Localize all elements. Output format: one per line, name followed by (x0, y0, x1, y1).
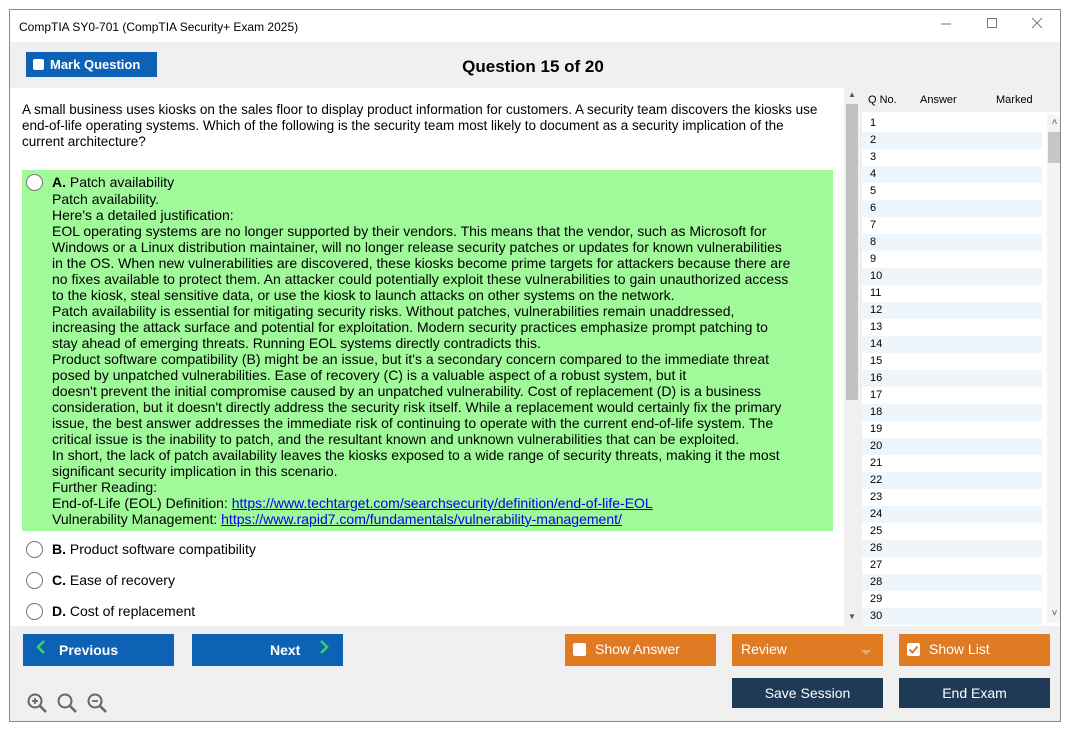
explanation-line: Further Reading: (52, 479, 158, 495)
question-number: 7 (870, 219, 877, 231)
option-c-label[interactable] (52, 572, 175, 588)
question-list-row[interactable] (862, 472, 1042, 489)
question-number: 17 (870, 389, 883, 401)
explanation-line: issue, the best answer addresses the immediate risk of continuing to operate with the current end-of-life system. The (52, 415, 774, 431)
window-title: CompTIA SY0-701 (CompTIA Security+ Exam 2025) (19, 20, 299, 34)
question-list-row[interactable] (862, 115, 1042, 132)
question-number: 19 (870, 423, 883, 435)
explanation-line: to the kiosk, steal sensitive data, or use the kiosk to launch attacks on other systems on the network. (52, 287, 675, 303)
question-list-row[interactable] (862, 200, 1042, 217)
question-number: 27 (870, 559, 883, 571)
scroll-down-arrow-icon[interactable]: ▼ (848, 612, 856, 621)
scroll-up-arrow-icon[interactable]: ▲ (848, 90, 856, 99)
option-d-label[interactable] (52, 603, 195, 619)
question-list-row[interactable] (862, 336, 1042, 353)
list-scroll-up-icon[interactable]: ˄ (1051, 117, 1058, 128)
close-icon[interactable] (1025, 15, 1049, 35)
chevron-left-icon (36, 640, 46, 658)
mark-question-button[interactable] (26, 52, 157, 77)
explanation-line: Here's a detailed justification: (52, 207, 234, 223)
minimize-icon[interactable] (934, 15, 958, 35)
col-answer-header: Answer (920, 94, 957, 106)
question-list-row[interactable] (862, 608, 1042, 625)
question-number: 12 (870, 304, 883, 316)
question-number: 29 (870, 593, 883, 605)
question-list-row[interactable] (862, 234, 1042, 251)
question-list-row[interactable] (862, 319, 1042, 336)
question-number: 20 (870, 440, 883, 452)
question-number: 30 (870, 610, 883, 622)
explanation-line: EOL operating systems are no longer supported by their vendors. This means that the vendor, such as Microsoft for (52, 223, 767, 239)
question-number: 14 (870, 338, 883, 350)
option-a-radio[interactable] (26, 174, 43, 191)
question-number: 22 (870, 474, 883, 486)
question-number: 18 (870, 406, 883, 418)
explanation-line: increasing the attack surface and potential for exploitation. Modern security practices emphasize prompt patching to (52, 319, 768, 335)
eol-definition-link[interactable]: https://www.techtarget.com/searchsecurity/definition/end-of-life-EOL (231, 495, 653, 511)
explanation-line: Product software compatibility (B) might be an issue, but it's a secondary concern compared to the immediate threat (52, 351, 770, 367)
explanation-line: Patch availability is essential for mitigating security risks. Without patches, vulnerabilities remain unaddressed, (52, 303, 735, 319)
question-list-row[interactable] (862, 285, 1042, 302)
question-content (10, 88, 860, 626)
explanation-line: posed by unpatched vulnerabilities. Ease of recovery (C) is a valuable aspect of a robust system, but it (52, 367, 687, 383)
show-answer-label: Show Answer (595, 641, 680, 657)
question-number: 6 (870, 202, 877, 214)
explanation-line: significant security implication in this scenario. (52, 463, 338, 479)
question-number: 26 (870, 542, 883, 554)
question-number: 11 (870, 287, 882, 299)
list-scroll-thumb[interactable] (1048, 132, 1061, 163)
question-number: 4 (870, 168, 877, 180)
next-label: Next (270, 642, 301, 658)
maximize-icon[interactable] (980, 15, 1004, 35)
option-a-text: Patch availability (69, 174, 175, 190)
review-label: Review (741, 641, 787, 657)
question-list-row[interactable] (862, 421, 1042, 438)
question-list-row[interactable] (862, 557, 1042, 574)
question-list-row[interactable] (862, 370, 1042, 387)
explanation-line: In short, the lack of patch availability leaves the kiosks exposed to a wide range of security threats, making it the most (52, 447, 780, 463)
question-list-scrollbar[interactable] (1047, 115, 1061, 623)
content-scroll-thumb[interactable] (846, 104, 858, 400)
question-list-row[interactable] (862, 506, 1042, 523)
question-number: 1 (870, 117, 877, 129)
question-list-rows (862, 115, 1042, 625)
explanation-line: doesn't prevent the initial compromise caused by an unpatched vulnerability. Cost of replacement (D) is a business (52, 383, 762, 399)
zoom-reset-icon[interactable] (56, 692, 78, 714)
question-list-row[interactable] (862, 217, 1042, 234)
previous-label: Previous (59, 642, 119, 658)
answer-explanation (52, 191, 837, 527)
question-number: 3 (870, 151, 877, 163)
mark-question-checkbox[interactable] (33, 59, 44, 70)
option-c-letter: C. (52, 572, 66, 588)
show-list-label: Show List (929, 641, 990, 657)
list-scroll-down-icon[interactable]: ˅ (1051, 608, 1058, 619)
option-b-text: Product software compatibility (69, 541, 256, 557)
question-list-row[interactable] (862, 166, 1042, 183)
question-list-row[interactable] (862, 404, 1042, 421)
option-b-label[interactable] (52, 541, 256, 557)
question-list-row[interactable] (862, 132, 1042, 149)
further-reading-vuln (52, 511, 837, 527)
question-number: 2 (870, 134, 877, 146)
show-answer-checkbox[interactable] (573, 643, 586, 656)
question-number: 13 (870, 321, 883, 333)
question-list-panel (862, 88, 1061, 626)
col-marked-header: Marked (996, 94, 1033, 106)
checkmark-icon (907, 643, 920, 656)
option-d-text: Cost of replacement (69, 603, 196, 619)
question-number: 25 (870, 525, 883, 537)
option-d-letter: D. (52, 603, 66, 619)
option-c-text: Ease of recovery (69, 572, 175, 588)
explanation-line: Patch availability. (52, 191, 160, 207)
question-list-row[interactable] (862, 489, 1042, 506)
question-number: 10 (870, 270, 883, 282)
explanation-line: stay ahead of emerging threats. Running EOL systems directly contradicts this. (52, 335, 541, 351)
content-scrollbar[interactable] (844, 88, 860, 626)
chevron-down-icon (860, 644, 872, 660)
col-qno-header: Q No. (868, 94, 897, 106)
explanation-line: in the OS. When new vulnerabilities are discovered, these kiosks become prime targets for attackers because there are (52, 255, 791, 271)
explanation-line: no fixes available to protect them. An attacker could potentially exploit these vulnerabilities to gain unauthorized access (52, 271, 789, 287)
question-list-row[interactable] (862, 591, 1042, 608)
question-number: 16 (870, 372, 883, 384)
question-list-row[interactable] (862, 455, 1042, 472)
question-list-row[interactable] (862, 251, 1042, 268)
question-number: 21 (870, 457, 883, 469)
title-bar (10, 10, 1060, 42)
question-number: 8 (870, 236, 877, 248)
show-list-button[interactable] (899, 634, 1050, 666)
question-list-row[interactable] (862, 387, 1042, 404)
show-answer-button[interactable] (565, 634, 716, 666)
question-list-row[interactable] (862, 268, 1042, 285)
question-text: A small business uses kiosks on the sales floor to display product information for customers. A security team discovers the kiosks use end-of-life operating systems. Which of the following is the security team most likely to document as a security implication of the current architecture? (22, 102, 818, 149)
question-number: 24 (870, 508, 883, 520)
question-list-row[interactable] (862, 353, 1042, 370)
question-number: 9 (870, 253, 877, 265)
end-exam-button[interactable]: End Exam (899, 678, 1050, 708)
save-session-button[interactable]: Save Session (732, 678, 883, 708)
question-list-row[interactable] (862, 302, 1042, 319)
option-d-radio[interactable] (26, 603, 43, 620)
previous-button[interactable] (23, 634, 174, 666)
option-b-letter: B. (52, 541, 66, 557)
further-reading-eol (52, 495, 837, 511)
question-list-row[interactable] (862, 438, 1042, 455)
app-window (9, 9, 1061, 722)
question-list-row[interactable] (862, 149, 1042, 166)
question-list-row[interactable] (862, 540, 1042, 557)
question-list-row[interactable] (862, 574, 1042, 591)
link-prefix: Vulnerability Management: (52, 511, 222, 527)
option-b-radio[interactable] (26, 541, 43, 558)
question-number: 15 (870, 355, 883, 367)
review-dropdown[interactable] (732, 634, 883, 666)
chevron-right-icon (319, 640, 329, 657)
explanation-line: Windows or a Linux distribution maintainer, will no longer release security patches or updates for known vulnerabilities (52, 239, 782, 255)
link-prefix: End-of-Life (EOL) Definition: (52, 495, 232, 511)
zoom-in-icon[interactable] (26, 692, 48, 714)
question-number: 23 (870, 491, 883, 503)
question-list-header (862, 88, 1061, 112)
zoom-out-icon[interactable] (86, 692, 108, 714)
option-a-label[interactable] (52, 174, 174, 190)
explanation-line: critical issue is the inability to patch, and the resultant known and unknown vulnerabilities that can be exploited. (52, 431, 740, 447)
explanation-line: consideration, but it doesn't directly address the security risk itself. While a replacement would certainly fix the primary (52, 399, 782, 415)
question-heading: Question 15 of 20 (462, 57, 604, 76)
next-button[interactable] (192, 634, 343, 666)
question-number: 28 (870, 576, 883, 588)
vulnerability-management-link[interactable]: https://www.rapid7.com/fundamentals/vulnerability-management/ (221, 511, 622, 527)
option-c-radio[interactable] (26, 572, 43, 589)
show-list-checkbox[interactable] (907, 643, 920, 656)
question-list-row[interactable] (862, 183, 1042, 200)
question-list-row[interactable] (862, 523, 1042, 540)
option-a-letter: A. (52, 174, 66, 190)
mark-question-label: Mark Question (50, 57, 141, 72)
question-number: 5 (870, 185, 877, 197)
